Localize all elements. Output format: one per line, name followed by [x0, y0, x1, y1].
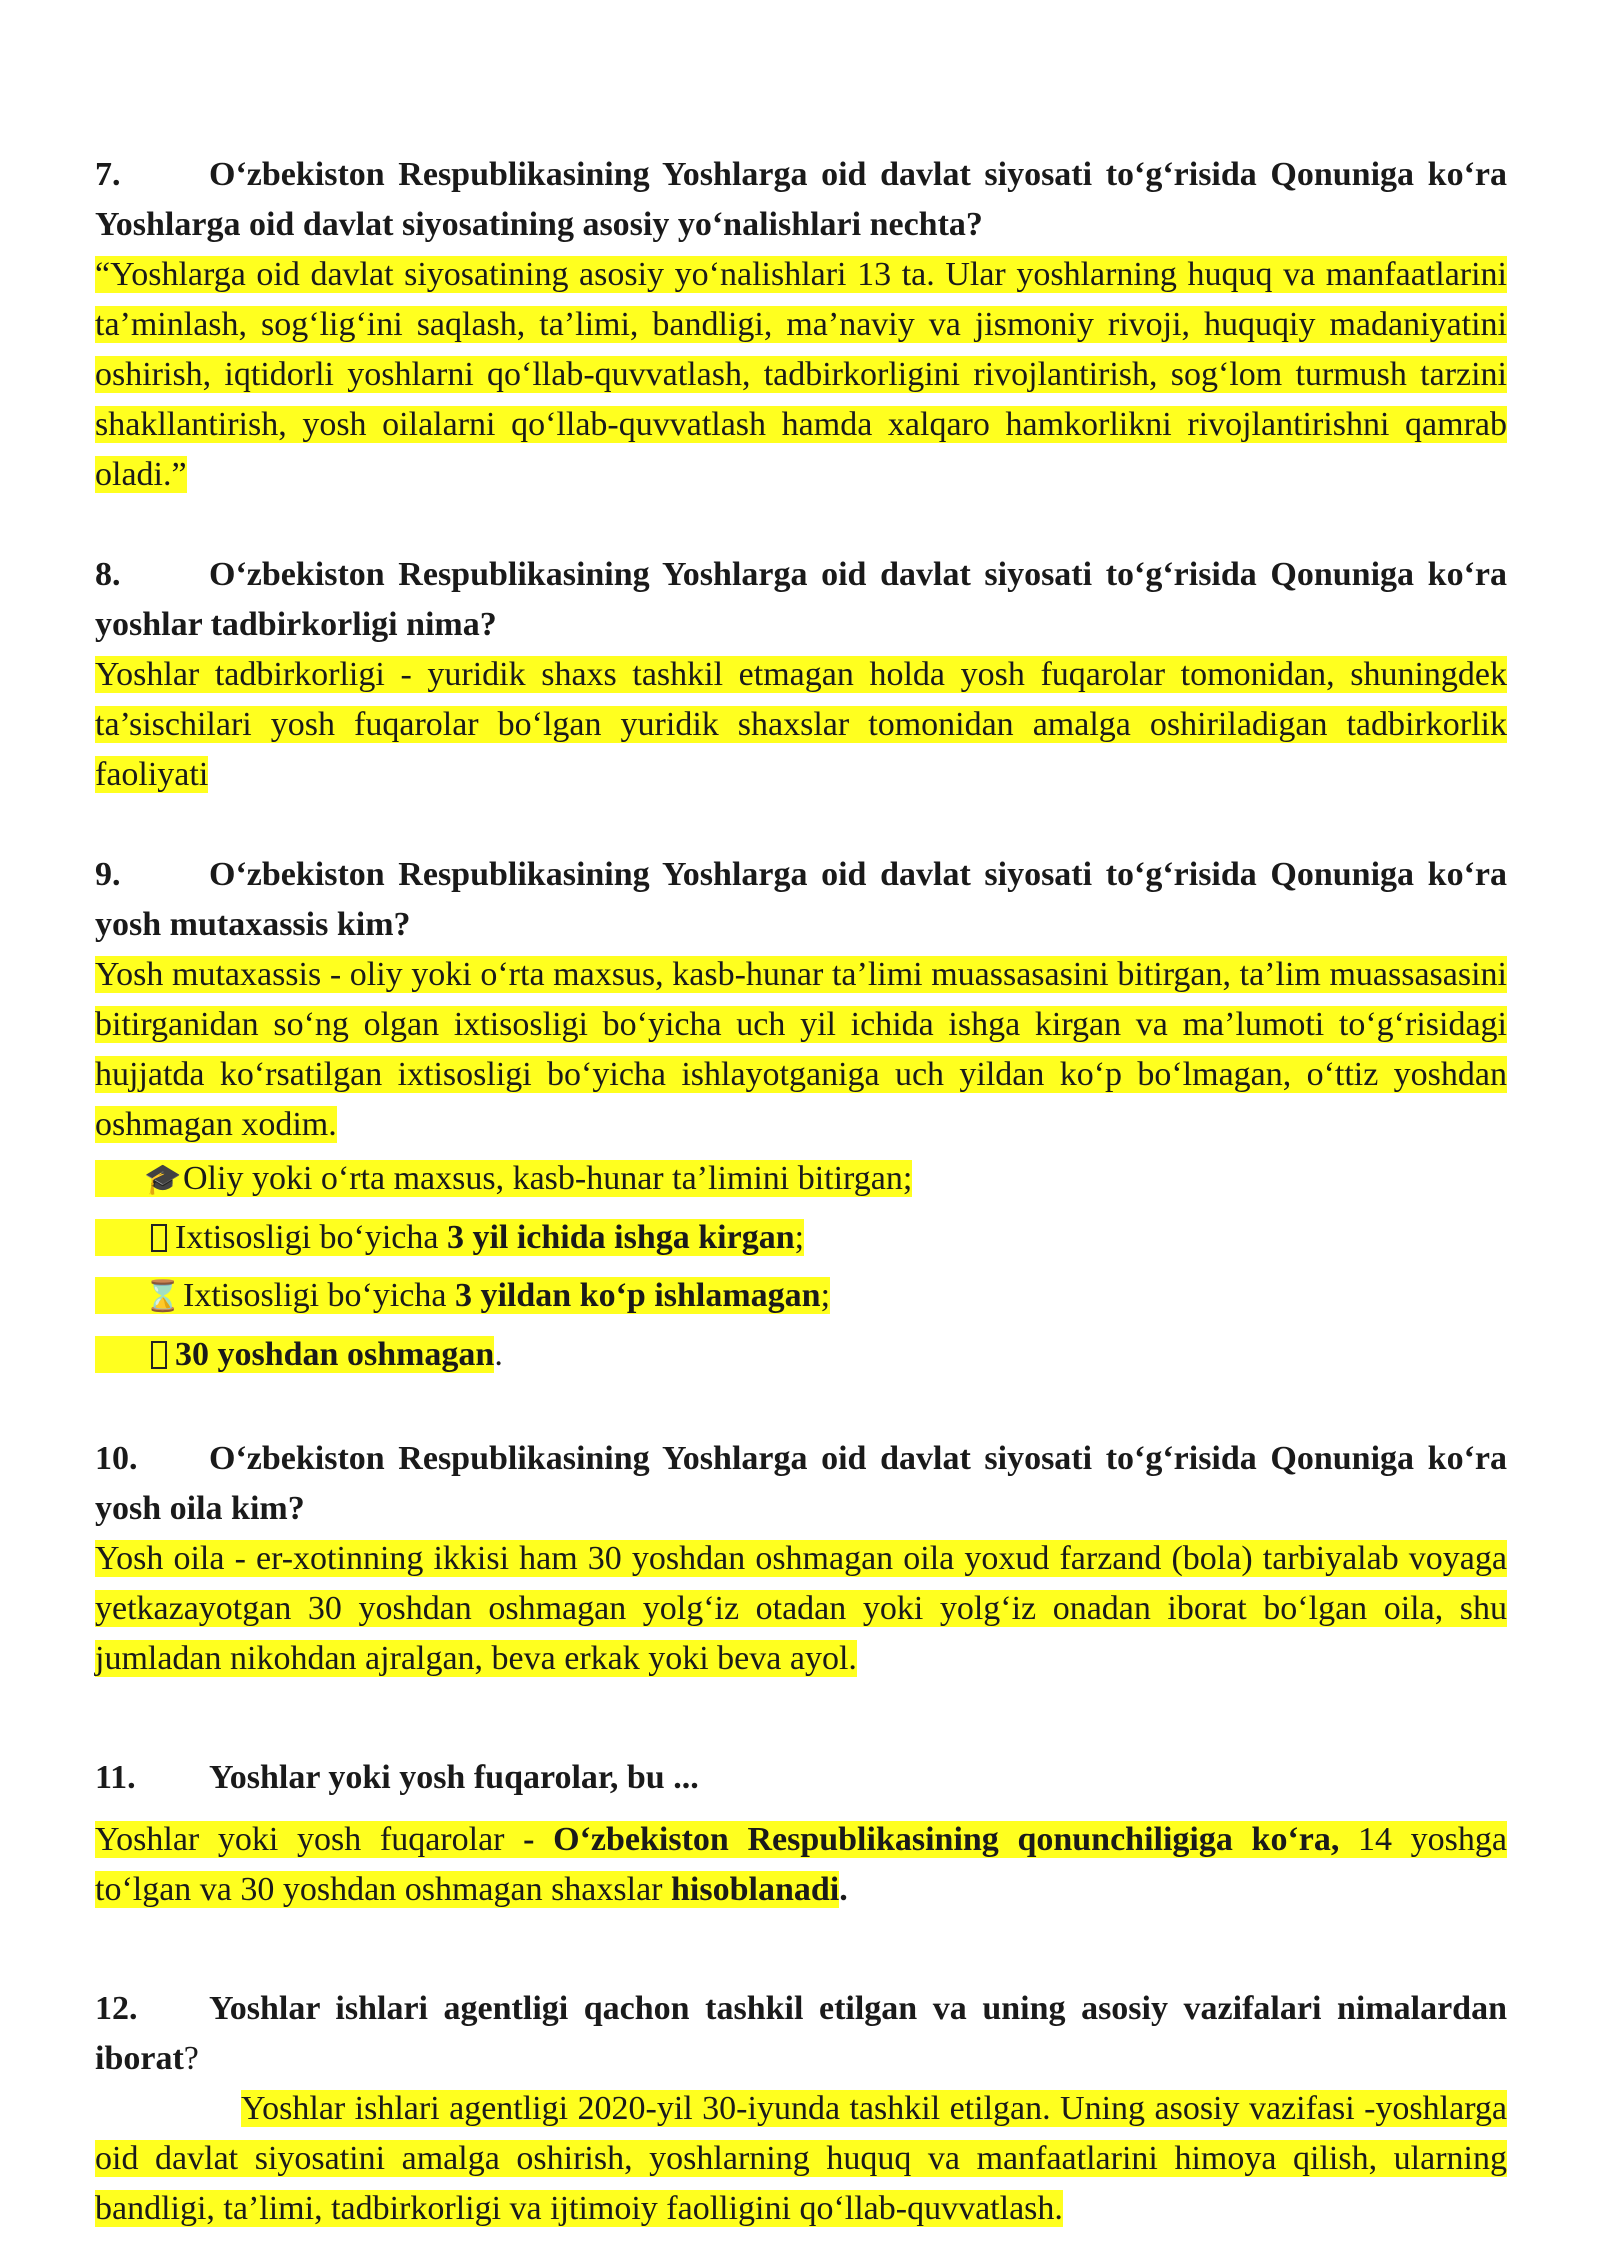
- hourglass-icon: ⌛: [144, 1279, 182, 1314]
- graduation-cap-icon: 🎓: [144, 1162, 182, 1197]
- bullet-item: 30 yoshdan oshmagan.: [95, 1326, 1507, 1384]
- document-page: [95, 150, 1507, 2234]
- question-10: [95, 1434, 1507, 1534]
- answer-text: “Yoshlarga oid davlat siyosatining asosiy yo‘nalishlari 13 ta. Ular yoshlarning huquq va manfaatlarini ta’minlash, sog‘lig‘ini saqlash, ta’limi, bandligi, ma’naviy va jismoniy rivoji, huquqiy madaniyatini oshirish, iqtidorli yoshlarni qo‘llab-quvvatlash, tadbirkorligini rivojlantirish, sog‘lom turmush tarzini shakllantirish, yosh oilalarni qo‘llab-quvvatlash hamda xalqaro hamkorlikni rivojlantirishni qamrab oladi.”: [95, 256, 1507, 493]
- question-number: 9.: [95, 856, 121, 893]
- question-text: Yoshlar yoki yosh fuqarolar, bu ...: [209, 1759, 699, 1796]
- answer-10: [95, 1534, 1507, 1684]
- answer-9: [95, 950, 1507, 1150]
- missing-glyph-icon: [151, 1224, 167, 1252]
- answer-8: [95, 650, 1507, 800]
- answer-12: [95, 2084, 1507, 2234]
- question-9: [95, 850, 1507, 950]
- question-text: O‘zbekiston Respublikasining Yoshlarga oid davlat siyosati to‘g‘risida Qonuniga ko‘ra yosh oila kim?: [95, 1440, 1507, 1527]
- answer-text: Yoshlar ishlari agentligi 2020-yil 30-iyunda tashkil etilgan. Uning asosiy vazifasi -yoshlarga oid davlat siyosatini amalga oshirish, yoshlarning huquq va manfaatlarini himoya qilish, ularning bandligi, ta’limi, tadbirkorligi va ijtimoiy faolligini qo‘llab-quvvatlash.: [95, 2090, 1507, 2227]
- question-number: 10.: [95, 1440, 138, 1477]
- question-11: [95, 1753, 1507, 1803]
- bullet-item: ⌛Ixtisosligi bo‘yicha 3 yildan ko‘p ishlamagan;: [95, 1267, 1507, 1326]
- question-7: [95, 150, 1507, 250]
- missing-glyph-icon: [151, 1341, 167, 1369]
- question-number: 7.: [95, 156, 121, 193]
- question-12: 12. Yoshlar ishlari agentligi qachon tashkil etilgan va uning asosiy vazifalari nimalardan iborat?: [95, 1984, 1507, 2084]
- question-text: O‘zbekiston Respublikasining Yoshlarga oid davlat siyosati to‘g‘risida Qonuniga ko‘ra Yoshlarga oid davlat siyosatining asosiy yo‘nalishlari nechta?: [95, 156, 1507, 243]
- answer-text: Yoshlar tadbirkorligi - yuridik shaxs tashkil etmagan holda yosh fuqarolar tomonidan, shuningdek ta’sischilari yosh fuqarolar bo‘lgan yuridik shaxslar tomonidan amalga oshiriladigan tadbirkorlik faoliyati: [95, 656, 1507, 793]
- answer-11: Yoshlar yoki yosh fuqarolar - O‘zbekiston Respublikasining qonunchiligiga ko‘ra, 14 yoshga to‘lgan va 30 yoshdan oshmagan shaxslar hisoblanadi.: [95, 1821, 1507, 1908]
- question-8: [95, 550, 1507, 650]
- question-text: Yoshlar ishlari agentligi qachon tashkil etilgan va uning asosiy vazifalari nimalardan iborat: [95, 1990, 1507, 2077]
- question-text: O‘zbekiston Respublikasining Yoshlarga oid davlat siyosati to‘g‘risida Qonuniga ko‘ra yoshlar tadbirkorligi nima?: [95, 556, 1507, 643]
- question-text: O‘zbekiston Respublikasining Yoshlarga oid davlat siyosati to‘g‘risida Qonuniga ko‘ra yosh mutaxassis kim?: [95, 856, 1507, 943]
- question-number: 11.: [95, 1759, 136, 1796]
- question-number: 12.: [95, 1990, 138, 2027]
- answer-9-bullets: [95, 1150, 1507, 1384]
- bullet-item: Ixtisosligi bo‘yicha 3 yil ichida ishga kirgan;: [95, 1209, 1507, 1267]
- answer-text: Yosh mutaxassis - oliy yoki o‘rta maxsus, kasb-hunar ta’limi muassasasini bitirgan, ta’lim muassasasini bitirganidan so‘ng olgan ixtisosligi bo‘yicha uch yil ichida ishga kirgan va ma’lumoti to‘g‘risidagi hujjatda ko‘rsatilgan ixtisosligi bo‘yicha ishlayotganiga uch yildan ko‘p bo‘lmagan, o‘ttiz yoshdan oshmagan xodim.: [95, 956, 1507, 1143]
- answer-text: Yosh oila - er-xotinning ikkisi ham 30 yoshdan oshmagan oila yoxud farzand (bola) tarbiyalab voyaga yetkazayotgan 30 yoshdan oshmagan yolg‘iz otadan yoki yolg‘iz onadan iborat bo‘lgan oila, shu jumladan nikohdan ajralgan, beva erkak yoki beva ayol.: [95, 1540, 1507, 1677]
- bullet-item: 🎓Oliy yoki o‘rta maxsus, kasb-hunar ta’limini bitirgan;: [95, 1150, 1507, 1209]
- question-number: 8.: [95, 556, 121, 593]
- answer-7: [95, 250, 1507, 500]
